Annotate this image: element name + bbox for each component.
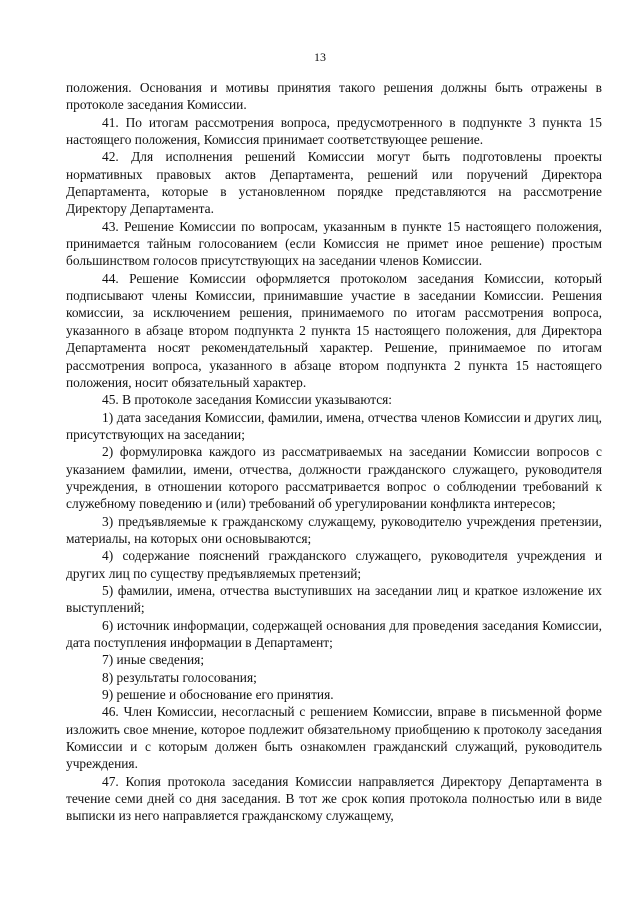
list-item-3: 3) предъявляемые к гражданскому служащему, руководителю учреждения претензии, материалы, на которых они основываются; bbox=[66, 513, 602, 546]
paragraph-46: 46. Член Комиссии, несогласный с решением Комиссии, вправе в письменной форме изложить свое мнение, которое подлежит обязательному приобщению к протоколу заседания Комиссии и с которым должен быть ознакомлен гражданский служащий, руководитель учреждения. bbox=[66, 704, 602, 772]
list-item-5: 5) фамилии, имена, отчества выступивших на заседании лиц и краткое изложение их выступлений; bbox=[66, 582, 602, 616]
paragraph-43: 43. Решение Комиссии по вопросам, указанным в пункте 15 настоящего положения, принимается тайным голосованием (если Комиссия не примет иное решение) простым большинством голосов присутствующих на заседании членов Комиссии. bbox=[66, 218, 602, 269]
paragraph-44: 44. Решение Комиссии оформляется протоколом заседания Комиссии, который подписывают члены Комиссии, принимавшие участие в заседании Комиссии. Решения комиссии, за исключением решения, принимаемого по итогам рассмотрения вопроса, указанного в абзаце втором подпункта 2 пункта 15 настоящего положения, для Директора Департамента носят рекомендательный характер. Решение, принимаемое по итогам рассмотрения вопроса, указанного в абзаце втором подпункта 2 пункта 15 настоящего положения, носит обязательный характер. bbox=[66, 270, 602, 390]
list-item-8: 8) результаты голосования; bbox=[102, 669, 257, 685]
paragraph-47: 47. Копия протокола заседания Комиссии направляется Директору Департамента в течение семи дней со дня заседания. В тот же срок копия протокола полностью или в виде выписки из него направляется гражданскому служащему, bbox=[66, 773, 602, 824]
list-item-1: 1) дата заседания Комиссии, фамилии, имена, отчества членов Комиссии и других лиц, присутствующих на заседании; bbox=[66, 409, 602, 442]
paragraph-continuation: положения. Основания и мотивы принятия такого решения должны быть отражены в протоколе заседания Комиссии. bbox=[66, 80, 602, 113]
document-body bbox=[66, 79, 602, 825]
paragraph-42: 42. Для исполнения решений Комиссии могут быть подготовлены проекты нормативных правовых актов Департамента, решений или поручений Директора Департамента, которые в установленном порядке представляются на рассмотрение Директору Департамента. bbox=[66, 149, 602, 217]
page-number: 13 bbox=[314, 50, 326, 64]
list-item-7: 7) иные сведения; bbox=[102, 652, 205, 668]
paragraph-41: 41. По итогам рассмотрения вопроса, предусмотренного в подпункте 3 пункта 15 настоящего положения, Комиссия принимает соответствующее решение. bbox=[66, 114, 602, 148]
list-item-4: 4) содержание пояснений гражданского служащего, руководителя учреждения и других лиц по существу предъявляемых претензий; bbox=[66, 548, 602, 581]
list-item-6: 6) источник информации, содержащей основания для проведения заседания Комиссии, дата поступления информации в Департамент; bbox=[66, 617, 602, 650]
list-item-2: 2) формулировка каждого из рассматриваемых на заседании Комиссии вопросов с указанием фамилии, имени, отчества, должности гражданского служащего, руководителя учреждения, в отношении которого рассматривается вопрос о соблюдении требований к служебному поведению и (или) требований об урегулировании конфликта интересов; bbox=[66, 444, 602, 512]
list-item-9: 9) решение и обоснование его принятия. bbox=[102, 687, 334, 703]
paragraph-45: 45. В протоколе заседания Комиссии указываются: bbox=[102, 392, 393, 408]
